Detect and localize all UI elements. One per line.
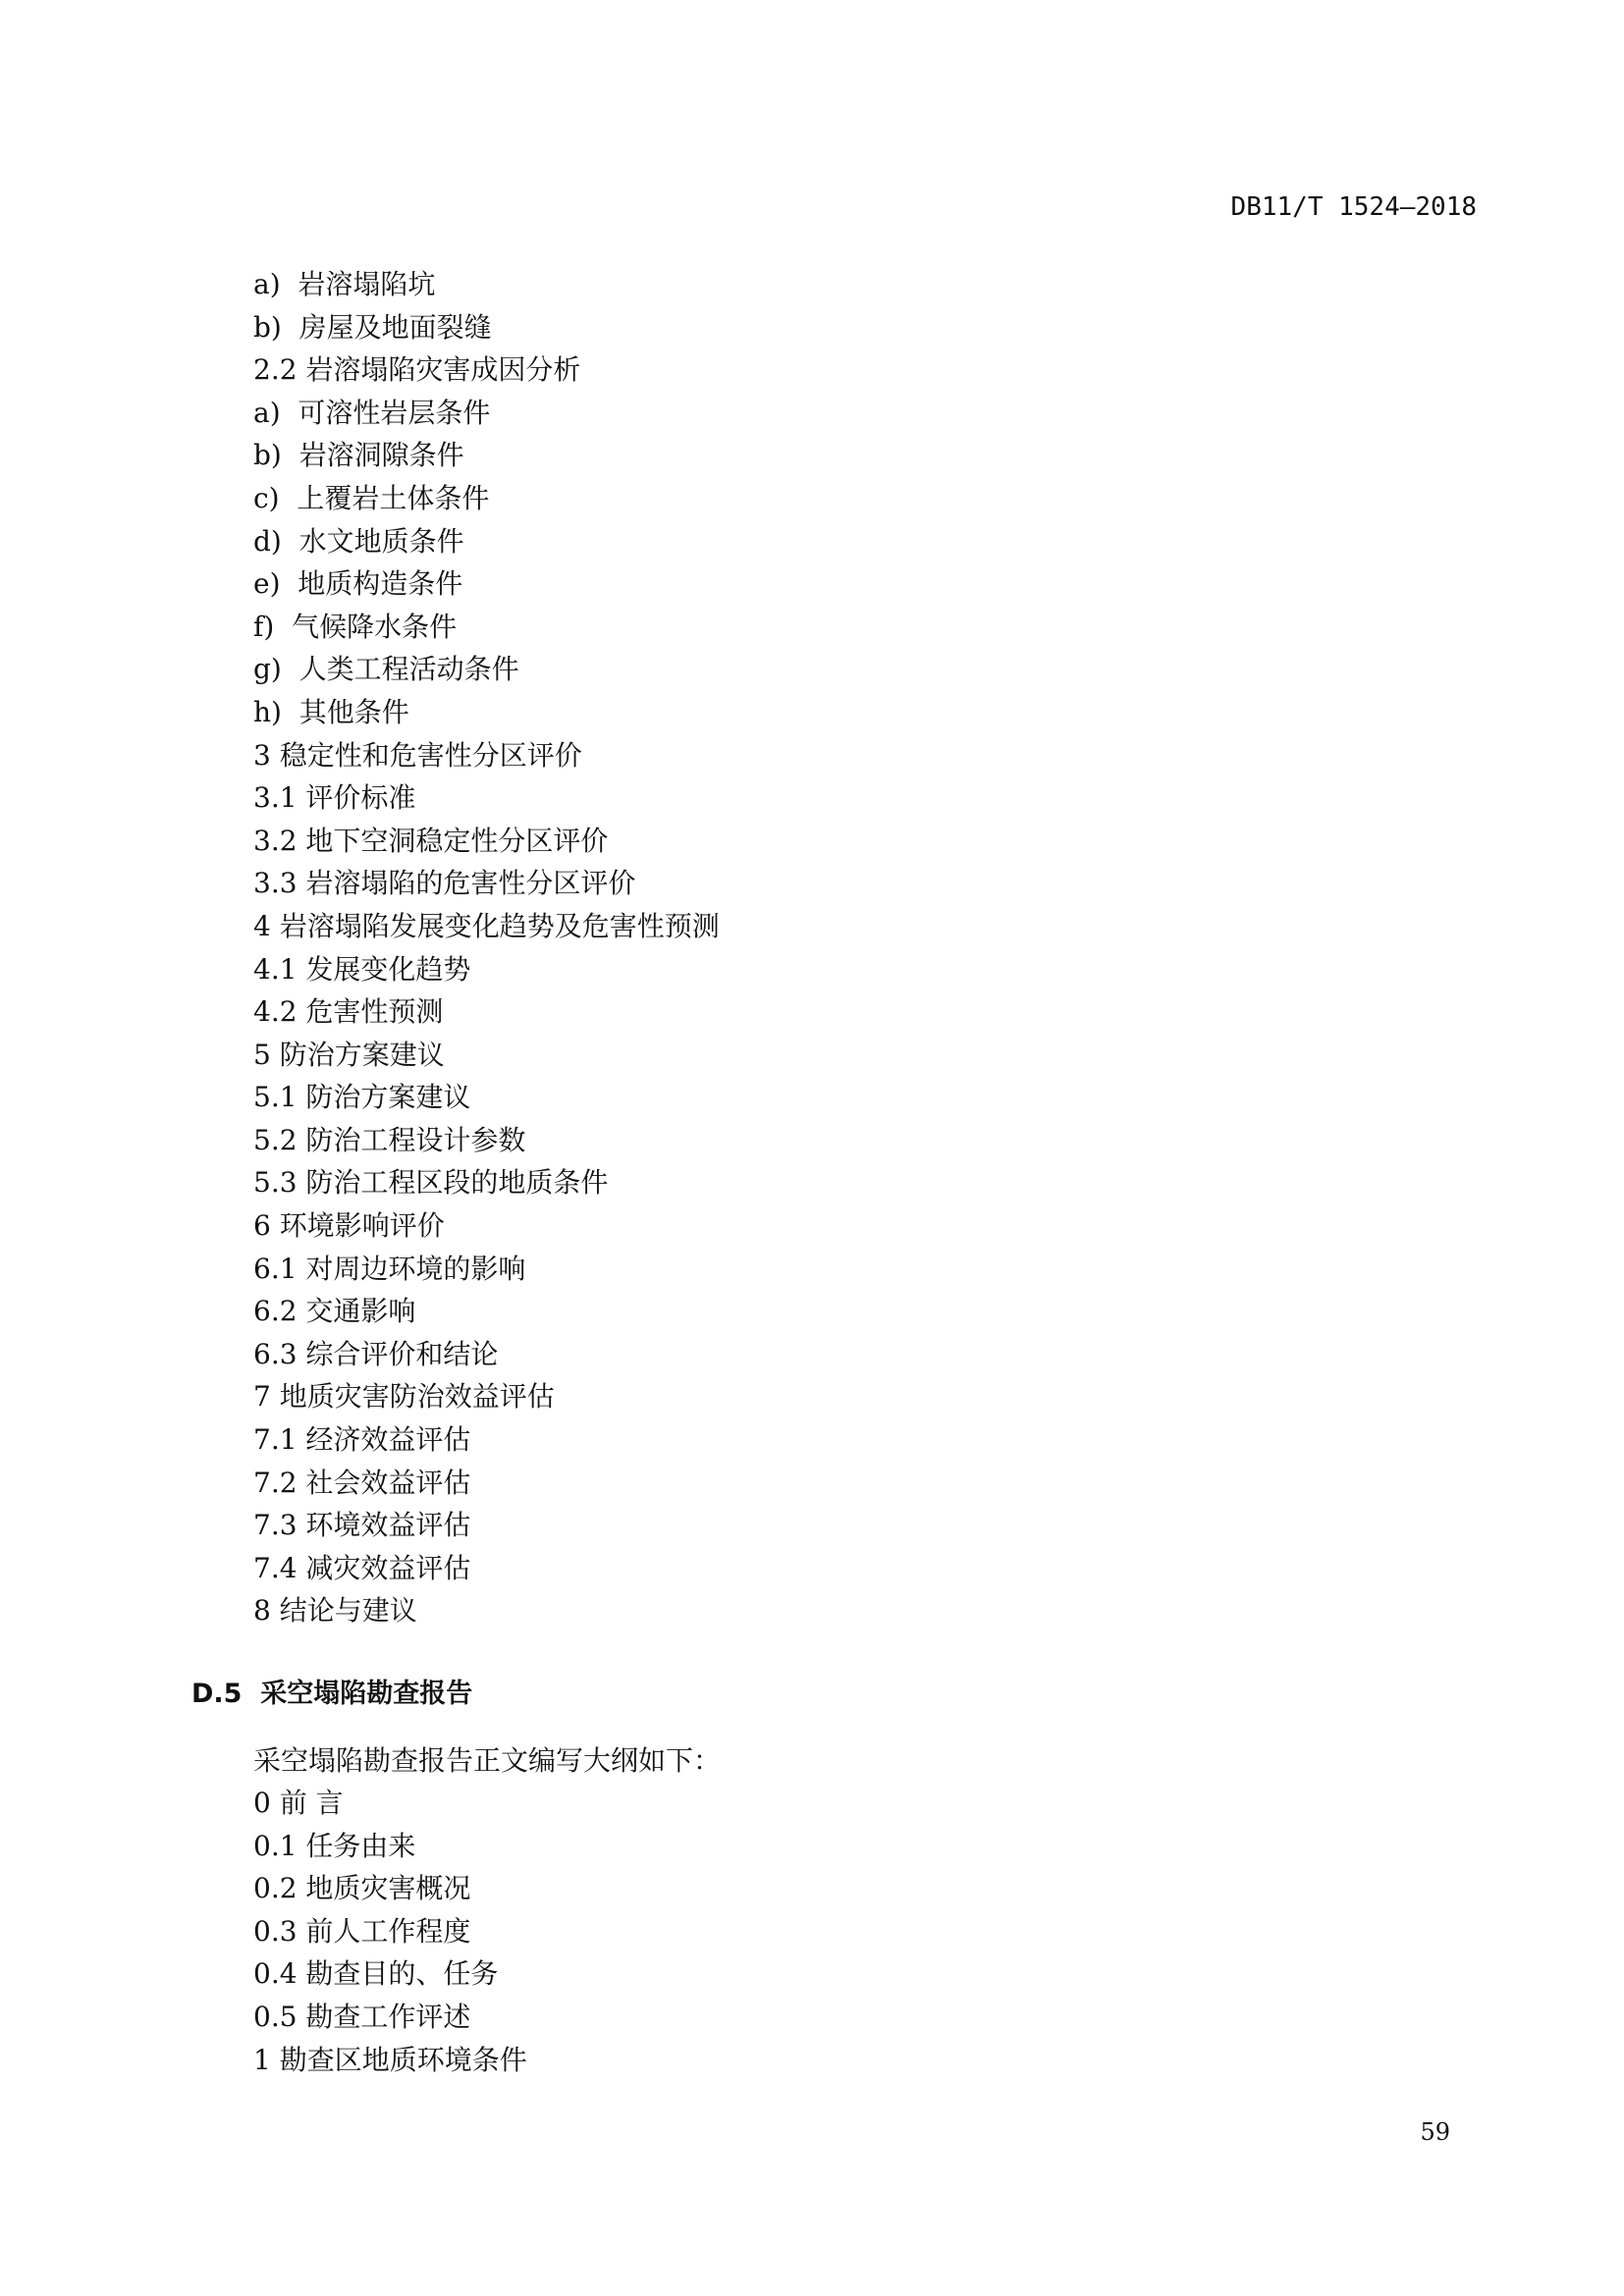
outline-item: b) 岩溶洞隙条件 bbox=[253, 439, 464, 472]
outline-list-top bbox=[253, 263, 720, 1632]
outline-item: 3.2 地下空洞稳定性分区评价 bbox=[253, 824, 609, 857]
outline-item: 0.5 勘查工作评述 bbox=[253, 2000, 471, 2033]
outline-item: 4 岩溶塌陷发展变化趋势及危害性预测 bbox=[253, 909, 720, 942]
outline-item: 6 环境影响评价 bbox=[253, 1209, 445, 1243]
outline-item: a) 岩溶塌陷坑 bbox=[253, 268, 436, 300]
outline-item: 1 勘查区地质环境条件 bbox=[253, 2043, 527, 2076]
outline-item: 7.2 社会效益评估 bbox=[253, 1466, 471, 1499]
outline-item: 8 结论与建议 bbox=[253, 1594, 417, 1628]
outline-item: 7 地质灾害防治效益评估 bbox=[253, 1380, 555, 1414]
outline-item: 7.4 减灾效益评估 bbox=[253, 1551, 471, 1584]
document-code-header: DB11/T 1524—2018 bbox=[1230, 192, 1477, 222]
outline-item: f) 气候降水条件 bbox=[253, 610, 458, 643]
section-intro: 采空塌陷勘查报告正文编写大纲如下： bbox=[253, 1744, 722, 1777]
outline-list-bottom bbox=[253, 1782, 527, 2081]
outline-item: 4.1 发展变化趋势 bbox=[253, 952, 471, 986]
outline-item: 3 稳定性和危害性分区评价 bbox=[253, 738, 582, 772]
outline-item: 7.1 经济效益评估 bbox=[253, 1423, 471, 1457]
outline-item: a) 可溶性岩层条件 bbox=[253, 396, 491, 429]
outline-item: 6.1 对周边环境的影响 bbox=[253, 1252, 526, 1285]
outline-item: 0.3 前人工作程度 bbox=[253, 1914, 471, 1948]
outline-item: 5 防治方案建议 bbox=[253, 1038, 445, 1071]
outline-item: e) 地质构造条件 bbox=[253, 567, 463, 601]
outline-item: 0.2 地质灾害概况 bbox=[253, 1872, 471, 1905]
outline-item: 6.3 综合评价和结论 bbox=[253, 1337, 499, 1370]
section-heading: D.5 采空塌陷勘查报告 bbox=[191, 1679, 473, 1709]
outline-item: h) 其他条件 bbox=[253, 695, 409, 728]
outline-item: 0 前 言 bbox=[253, 1787, 344, 1819]
outline-item: 5.2 防治工程设计参数 bbox=[253, 1123, 526, 1156]
outline-item: 0.1 任务由来 bbox=[253, 1829, 416, 1862]
page-number: 59 bbox=[1420, 2118, 1450, 2146]
outline-item: b) 房屋及地面裂缝 bbox=[253, 310, 492, 344]
outline-item: 3.1 评价标准 bbox=[253, 781, 416, 815]
outline-item: c) 上覆岩土体条件 bbox=[253, 481, 490, 514]
outline-item: d) 水文地质条件 bbox=[253, 524, 464, 558]
outline-item: 0.4 勘查目的、任务 bbox=[253, 1957, 499, 1991]
outline-item: 5.3 防治工程区段的地质条件 bbox=[253, 1166, 609, 1200]
outline-item: 4.2 危害性预测 bbox=[253, 995, 444, 1029]
outline-item: 7.3 环境效益评估 bbox=[253, 1509, 471, 1542]
outline-item: g) 人类工程活动条件 bbox=[253, 653, 519, 686]
outline-item: 6.2 交通影响 bbox=[253, 1295, 416, 1328]
outline-item: 3.3 岩溶塌陷的危害性分区评价 bbox=[253, 867, 636, 900]
outline-item: 5.1 防治方案建议 bbox=[253, 1081, 471, 1114]
outline-item: 2.2 岩溶塌陷灾害成因分析 bbox=[253, 353, 581, 387]
